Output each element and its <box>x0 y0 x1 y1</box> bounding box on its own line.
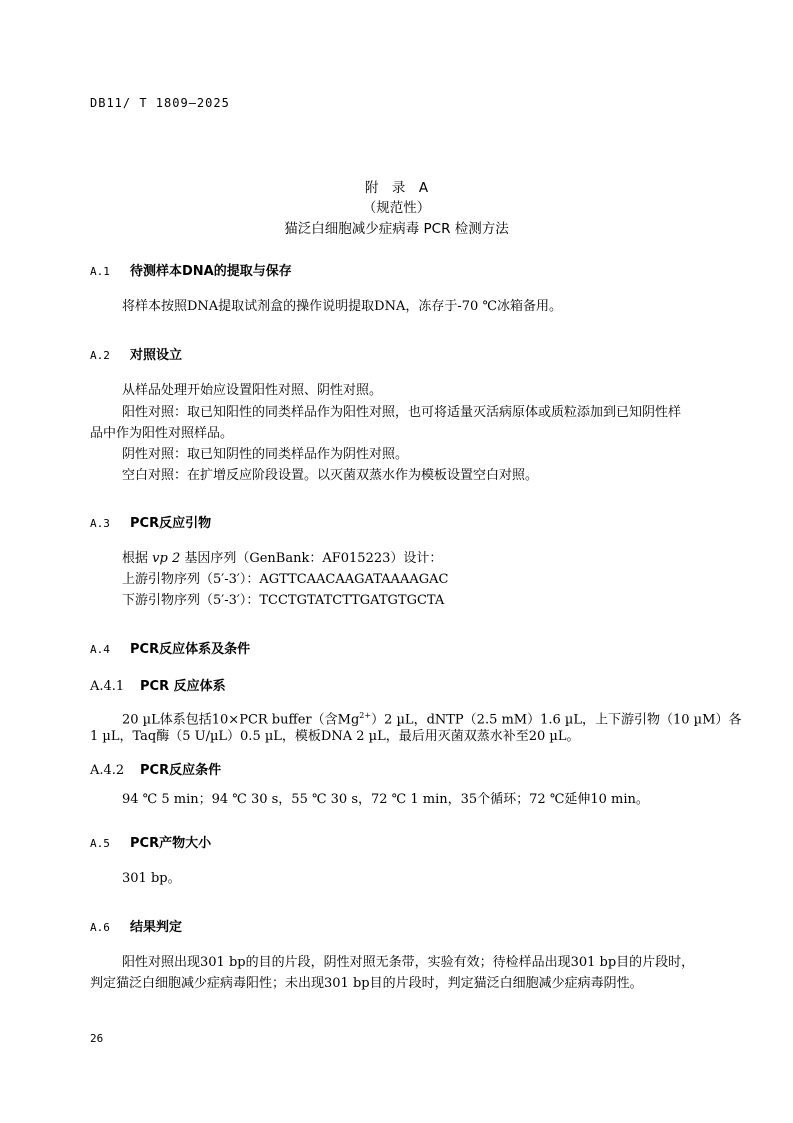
subsection-number: A.4.2 <box>90 763 125 778</box>
page-number: 26 <box>90 1032 104 1045</box>
paragraph-line <box>122 549 442 568</box>
paragraph-line <box>122 706 741 729</box>
section-a1-heading <box>90 260 292 279</box>
text: 根据 <box>122 551 153 566</box>
section-title: PCR产物大小 <box>130 836 212 851</box>
section-title: 对照设立 <box>130 348 183 363</box>
appendix-label: 附 录 A <box>364 180 429 196</box>
appendix-title: 猫泛白细胞减少症病毒 PCR 检测方法 <box>284 221 509 237</box>
paragraph: 将样本按照DNA提取试剂盒的操作说明提取DNA，冻存于-70 ℃冰箱备用。 <box>122 299 562 314</box>
section-title: PCR反应引物 <box>130 516 212 531</box>
paragraph-line: 阳性对照：取已知阳性的同类样品作为阳性对照，也可将适量灭活病原体或质粒添加到已知阴性样 <box>122 405 682 420</box>
text: 基因序列（GenBank：AF015223）设计： <box>180 551 443 566</box>
gene-name: vp 2 <box>152 551 181 566</box>
section-number: A.4 <box>90 643 110 656</box>
standard-number: DB11/ T 1809—2025 <box>90 96 230 110</box>
section-number: A.2 <box>90 349 110 362</box>
appendix-type: （规范性） <box>362 200 431 216</box>
paragraph-line: 从样品处理开始应设置阳性对照、阴性对照。 <box>122 383 383 398</box>
paragraph-line: 阳性对照出现301 bp的目的片段，阴性对照无条带，实验有效；待检样品出现301 bp目的片段时， <box>122 955 695 970</box>
paragraph-line: 品中作为阳性对照样品。 <box>90 426 234 441</box>
primer-reverse: 下游引物序列（5′-3′）：TCCTGTATCTTGATGTGCTA <box>122 593 445 608</box>
paragraph-line: 判定猫泛白细胞减少症病毒阳性；未出现301 bp目的片段时，判定猫泛白细胞减少症病毒阴性。 <box>90 976 643 991</box>
section-number: A.1 <box>90 265 110 278</box>
subsection-number: A.4.1 <box>90 679 125 694</box>
subsection-title: PCR 反应体系 <box>140 679 226 694</box>
section-a4-heading <box>90 638 250 657</box>
superscript: 2+ <box>359 711 372 720</box>
text: ）2 µL，dNTP（2.5 mM）1.6 µL，上下游引物（10 µM）各 <box>371 712 742 728</box>
paragraph-line: 空白对照：在扩增反应阶段设置。以灭菌双蒸水作为模板设置空白对照。 <box>122 468 539 483</box>
paragraph-line: 1 µL，Taq酶（5 U/µL）0.5 µL，模板DNA 2 µL，最后用灭菌双蒸水补至20 µL。 <box>90 729 580 744</box>
subsection-a42-heading <box>90 759 221 778</box>
section-title: PCR反应体系及条件 <box>130 642 251 657</box>
section-number: A.5 <box>90 837 110 850</box>
section-title: 结果判定 <box>130 920 183 935</box>
paragraph: 301 bp。 <box>122 871 181 886</box>
section-a5-heading <box>90 832 211 851</box>
section-title: 待测样本DNA的提取与保存 <box>130 264 292 279</box>
text: 20 µL体系包括10×PCR buffer（含Mg <box>122 712 360 728</box>
paragraph: 94 ℃ 5 min；94 ℃ 30 s，55 ℃ 30 s，72 ℃ 1 min，35个循环；72 ℃延伸10 min。 <box>122 792 649 807</box>
subsection-a41-heading <box>90 675 226 694</box>
primer-forward: 上游引物序列（5′-3′）：AGTTCAACAAGATAAAAGAC <box>122 572 449 587</box>
subsection-title: PCR反应条件 <box>140 763 222 778</box>
section-number: A.3 <box>90 517 110 530</box>
section-number: A.6 <box>90 921 110 934</box>
section-a6-heading <box>90 916 182 935</box>
section-a3-heading <box>90 512 211 531</box>
section-a2-heading <box>90 344 182 363</box>
paragraph-line: 阴性对照：取已知阴性的同类样品作为阴性对照。 <box>122 447 409 462</box>
